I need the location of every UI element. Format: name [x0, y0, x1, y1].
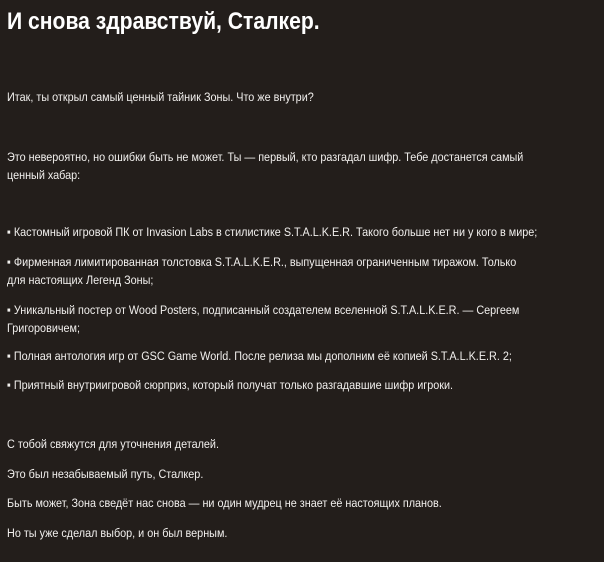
prize-line: ▪ Кастомный игровой ПК от Invasion Labs в стилистике S.T.A.L.K.E.R. Такого больше нет ни у кого в мире; — [7, 225, 538, 239]
message — [7, 0, 604, 562]
prize-item — [7, 223, 537, 241]
prize-item — [7, 253, 516, 289]
prize-line: ▪ Уникальный постер от Wood Posters, подписанный создателем вселенной S.T.A.L.K.E.R. — Сергеем — [7, 303, 520, 317]
reveal-text — [7, 148, 523, 184]
prize-item — [7, 347, 512, 365]
intro-text: Итак, ты открыл самый ценный тайник Зоны. Что же внутри? — [7, 90, 314, 104]
prize-line: ▪ Приятный внутриигровой сюрприз, который получат только разгадавшие шифр игроки. — [7, 378, 454, 392]
page-title: И снова здравствуй, Сталкер. — [7, 8, 320, 35]
prize-line: ▪ Полная антология игр от GSC Game World. После релиза мы дополним её копией S.T.A.L.K.E.R. 2; — [7, 349, 512, 363]
outro-text: Быть может, Зона сведёт нас снова — ни один мудрец не знает её настоящих планов. — [7, 496, 442, 510]
outro-text: С тобой свяжутся для уточнения деталей. — [7, 437, 219, 451]
prize-line: Григоровичем; — [7, 321, 80, 335]
prize-item — [7, 376, 453, 394]
reveal-line: ценный хабар: — [7, 168, 81, 182]
outro-text: Но ты уже сделал выбор, и он был верным. — [7, 526, 228, 540]
outro-text: Это был незабываемый путь, Сталкер. — [7, 467, 204, 481]
prize-line: для настоящих Легенд Зоны; — [7, 273, 154, 287]
reveal-line: Это невероятно, но ошибки быть не может. Ты — первый, кто разгадал шифр. Тебе достанется самый — [7, 150, 524, 164]
prize-line: ▪ Фирменная лимитированная толстовка S.T.A.L.K.E.R., выпущенная ограниченным тиражом. Только — [7, 255, 517, 269]
prize-item — [7, 301, 519, 337]
